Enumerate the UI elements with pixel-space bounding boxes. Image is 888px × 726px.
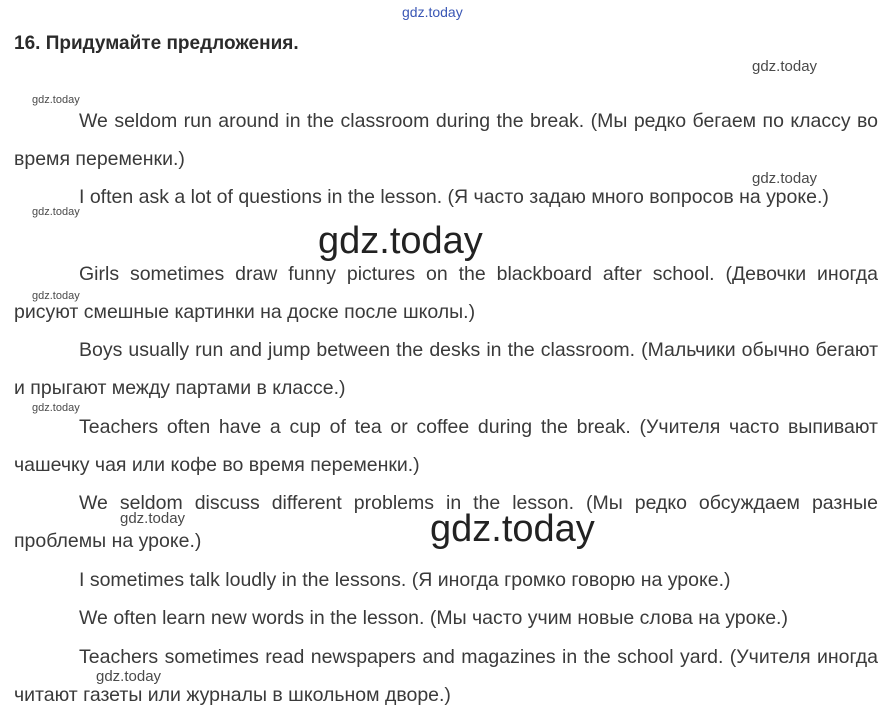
watermark: gdz.today xyxy=(402,4,463,20)
sentence-paragraph: We often learn new words in the lesson. (Мы часто учим новые слова на уроке.) xyxy=(79,607,788,629)
watermark: gdz.today xyxy=(318,220,483,262)
sentence-paragraph: Girls sometimes draw funny pictures on the blackboard after school. (Девочки иногда рисуют смешные картинки на доске после школы.) xyxy=(14,263,878,323)
watermark: gdz.today xyxy=(752,58,818,75)
watermark: gdz.today xyxy=(120,510,186,527)
sentence-paragraph: Boys usually run and jump between the desks in the classroom. (Мальчики обычно бегают и прыгают между партами в классе.) xyxy=(14,339,878,399)
watermark: gdz.today xyxy=(32,290,80,302)
watermark: gdz.today xyxy=(96,668,162,685)
sentence-paragraph: Teachers sometimes read newspapers and magazines in the school yard. (Учителя иногда читают газеты или журналы в школьном дворе.) xyxy=(14,646,878,706)
watermark: gdz.today xyxy=(752,170,818,187)
watermark: gdz.today xyxy=(32,206,80,218)
sentence-paragraph: Teachers often have a cup of tea or coffee during the break. (Учителя часто выпивают чашечку чая или кофе во время переменки.) xyxy=(14,416,878,476)
exercise-title: 16. Придумайте предложения. xyxy=(14,33,299,54)
watermark: gdz.today xyxy=(32,94,80,106)
watermark: gdz.today xyxy=(430,508,595,550)
sentence-paragraph: We seldom discuss different problems in the lesson. (Мы редко обсуждаем разные проблемы на уроке.) xyxy=(14,492,878,552)
sentence-paragraph: We seldom run around in the classroom during the break. (Мы редко бегаем по классу во время переменки.) xyxy=(14,110,878,170)
sentence-paragraph: I sometimes talk loudly in the lessons. (Я иногда громко говорю на уроке.) xyxy=(79,569,731,591)
watermark: gdz.today xyxy=(32,402,80,414)
sentence-paragraph: I often ask a lot of questions in the lesson. (Я часто задаю много вопросов на уроке.) xyxy=(79,186,829,208)
